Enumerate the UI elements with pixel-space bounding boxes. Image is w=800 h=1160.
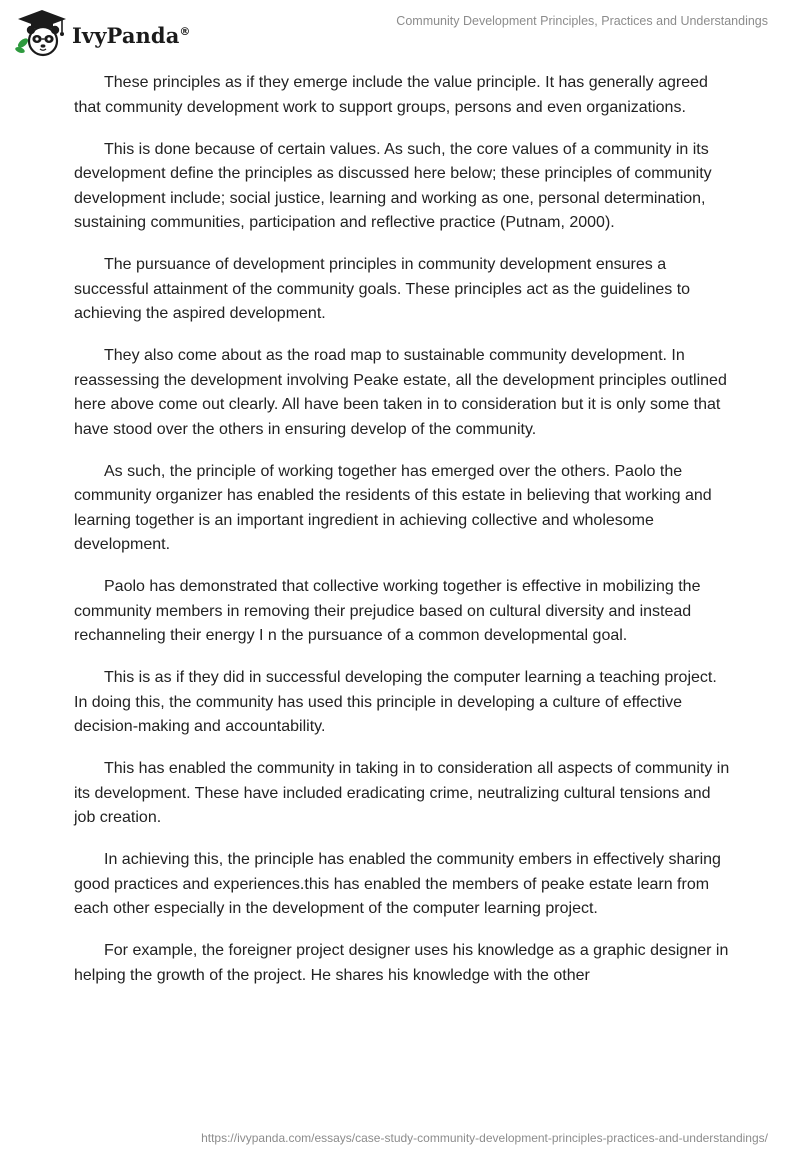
paragraph: These principles as if they emerge include the value principle. It has generally agreed that community development work to support groups, persons and even organizations. [74,74,708,116]
page-header [0,0,800,60]
paragraph: As such, the principle of working together has emerged over the others. Paolo the community organizer has enabled the residents of this estate in believing that working and learning together is an important ingredient in achieving collective and wholesome development. [74,462,712,553]
paragraph: They also come about as the road map to sustainable community development. In reassessing the development involving Peake estate, all the development principles outlined here above come out clearly. All have been taken in to consideration but it is only some that have stood over the others in ensuring develop of the community. [74,347,727,438]
paragraph: This is done because of certain values. As such, the core values of a community in its development define the principles as discussed here below; these principles of community development include; social justice, learning and working as one, personal determination, sustaining communities, participation and reflective practice (Putnam, 2000). [74,140,712,231]
paragraph: In achieving this, the principle has enabled the community embers in effectively sharing good practices and experiences.this has enabled the members of peake estate learn from each other especially in the development of the computer learning project. [74,851,721,917]
paragraph: Paolo has demonstrated that collective working together is effective in mobilizing the community members in removing their prejudice based on cultural diversity and instead rechanneling their energy I n the pursuance of a common developmental goal. [74,578,701,644]
source-url[interactable]: https://ivypanda.com/essays/case-study-community-development-principles-practices-and-understandings/ [201,1131,768,1145]
registered-mark: ® [179,24,191,38]
paragraph: This is as if they did in successful developing the computer learning a teaching project. In doing this, the community has used this principle in developing a culture of effective decision-making and accountability. [74,669,717,735]
panda-graduate-logo-icon [14,8,70,58]
ivypanda-logo[interactable] [14,8,191,58]
paragraph: The pursuance of development principles in community development ensures a successful attainment of the community goals. These principles act as the guidelines to achieving the aspired development. [74,256,691,322]
essay-body [74,71,734,1006]
brand-name [72,23,191,48]
paragraph: For example, the foreigner project designer uses his knowledge as a graphic designer in helping the growth of the project. He shares his knowledge with the other [74,942,729,984]
document-title: Community Development Principles, Practices and Understandings [396,14,768,28]
brand-name-text: IvyPanda [72,22,180,48]
paragraph: This has enabled the community in taking in to consideration all aspects of community in its development. These have included eradicating crime, neutralizing cultural tensions and job creation. [74,760,730,826]
